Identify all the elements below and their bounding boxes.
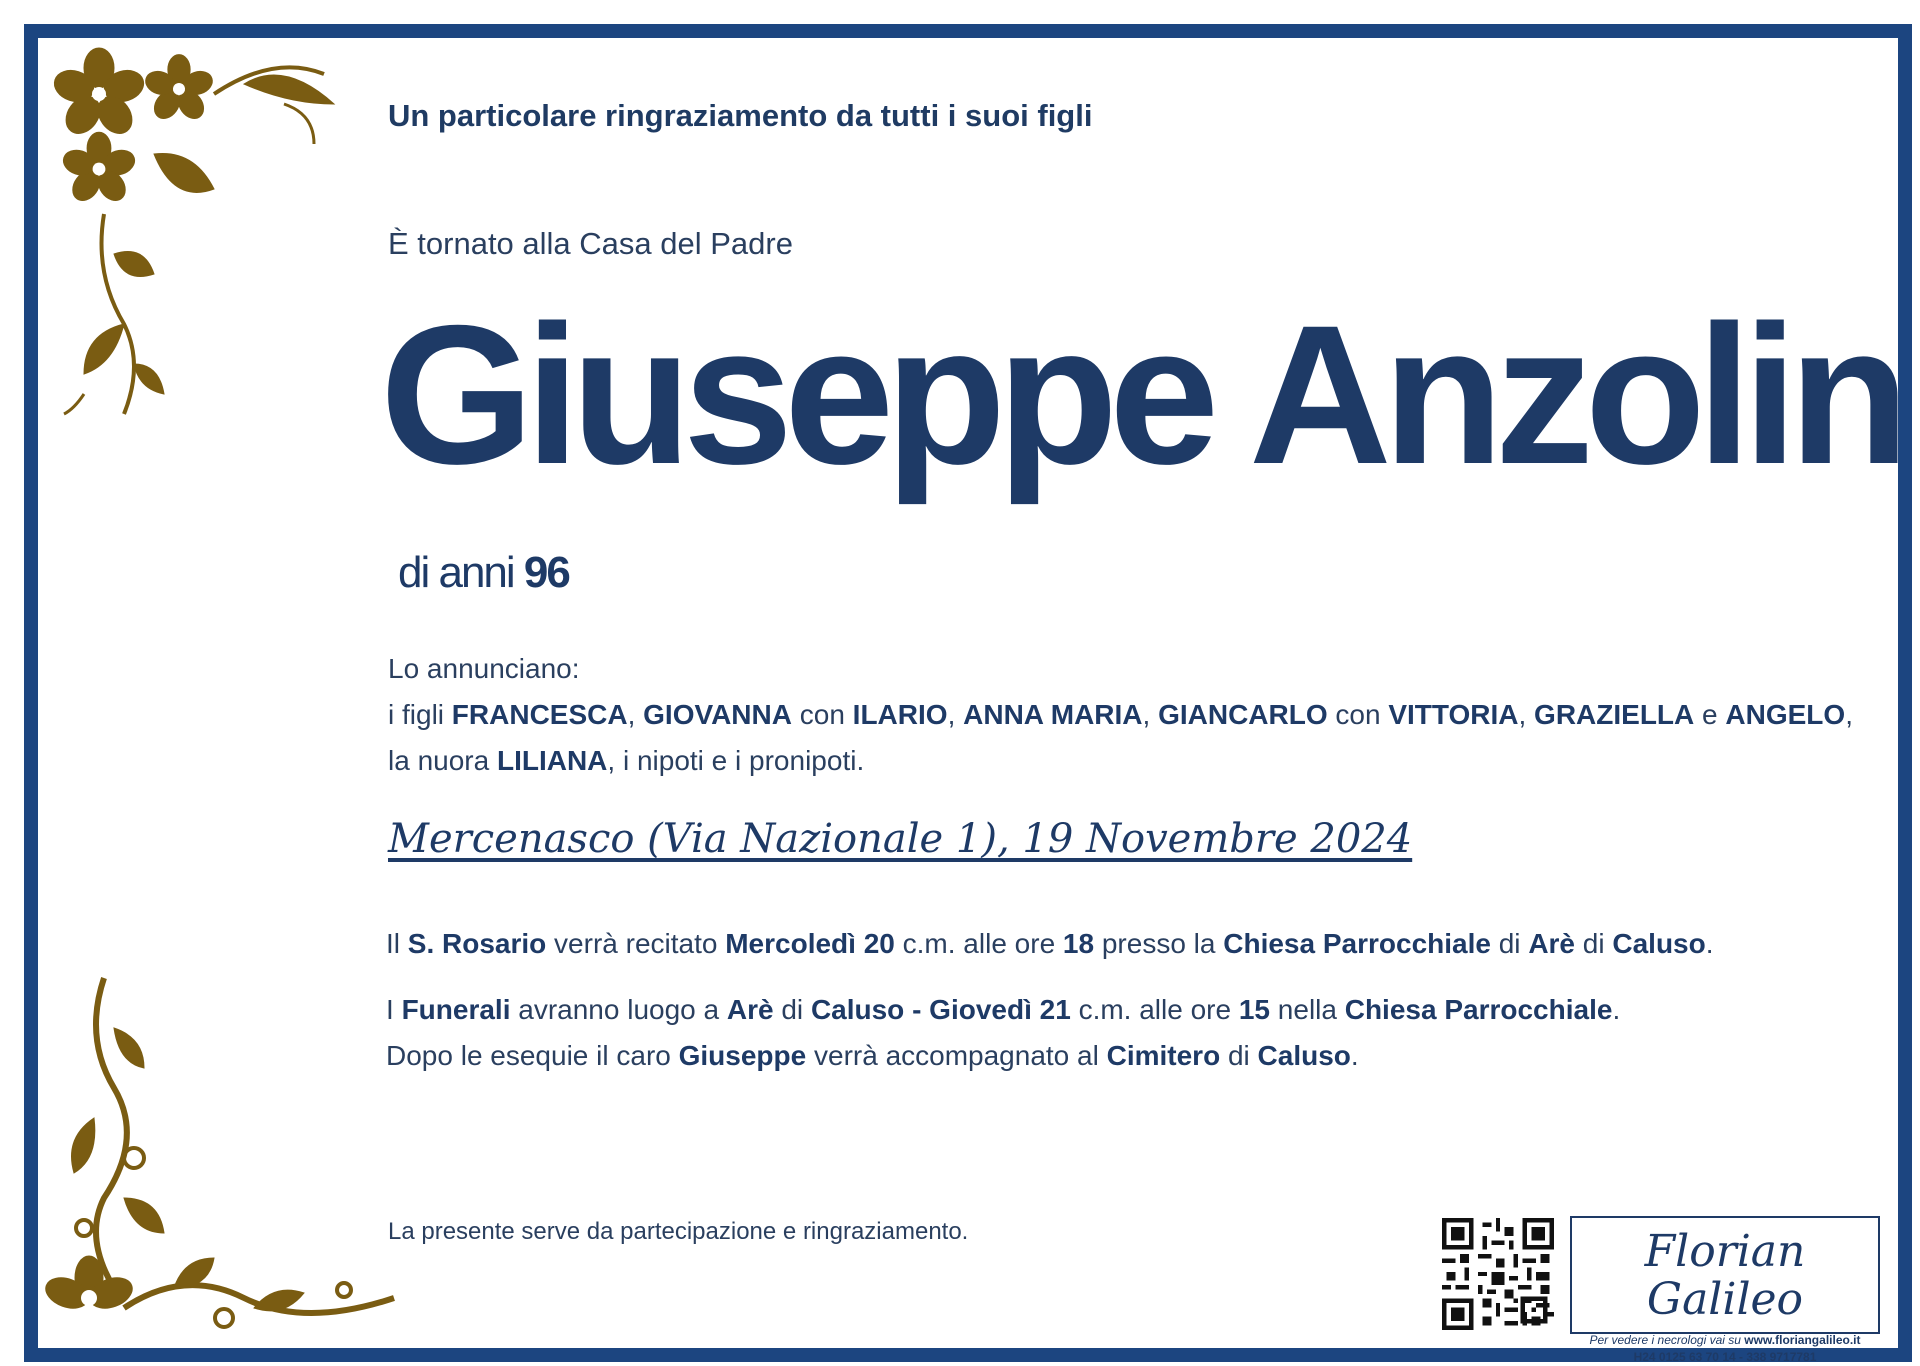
intro-line: È tornato alla Casa del Padre — [388, 226, 793, 261]
age-line — [398, 548, 569, 598]
floral-ornament-icon — [44, 44, 404, 424]
announce-children: i figli FRANCESCA, GIOVANNA con ILARIO, ANNA MARIA, GIANCARLO con VITTORIA, GRAZIELLA e ANGELO, — [388, 699, 1853, 730]
place-date: Mercenasco (Via Nazionale 1), 19 Novembre 2024 — [388, 816, 1413, 862]
brand-website[interactable]: Per vedere i necrologi vai su www.floriangalileo.it — [1589, 1332, 1861, 1347]
burial-line: Dopo le esequie il caro Giuseppe verrà accompagnato al Cimitero di Caluso. — [386, 1040, 1359, 1071]
scroll-ornament-icon — [44, 968, 404, 1348]
funeral-home-brand[interactable] — [1570, 1216, 1880, 1364]
announce-heading: Lo annunciano: — [388, 653, 580, 684]
page-frame — [24, 24, 1912, 1362]
qr-code-icon[interactable] — [1442, 1218, 1554, 1330]
brand-phone: H24 0125 63 70 14 - 338 9717781 — [1633, 1349, 1817, 1364]
age-prefix: di anni — [398, 548, 514, 597]
deceased-name: Giuseppe Anzolin — [380, 284, 1901, 505]
rosary-line: Il S. Rosario verrà recitato Mercoledì 20 c.m. alle ore 18 presso la Chiesa Parrocchiale di Arè di Caluso. — [386, 928, 1714, 959]
announcement — [388, 646, 1853, 784]
funeral-line: I Funerali avranno luogo a Arè di Caluso - Giovedì 21 c.m. alle ore 15 nella Chiesa Parrocchiale. — [386, 994, 1621, 1025]
brand-name: Florian Galileo — [1644, 1226, 1806, 1326]
notice-body — [38, 38, 1901, 1364]
announce-others: la nuora LILIANA, i nipoti e i pronipoti. — [388, 745, 865, 776]
thanks-line: Un particolare ringraziamento da tutti i suoi figli — [388, 98, 1093, 133]
age-value: 96 — [523, 548, 569, 597]
closing-line: La presente serve da partecipazione e ringraziamento. — [388, 1218, 969, 1245]
